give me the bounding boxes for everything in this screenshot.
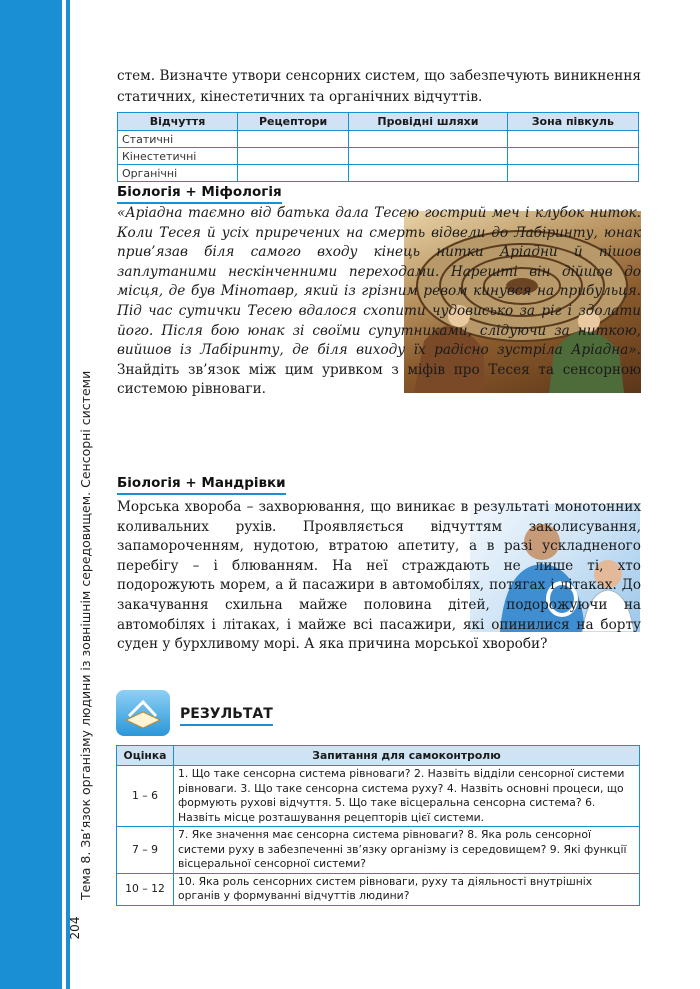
- zone-cell: [507, 131, 638, 148]
- table-row: [117, 766, 640, 827]
- zone-cell: [507, 165, 638, 182]
- page-number: 204: [68, 916, 82, 940]
- table-row: [118, 148, 639, 165]
- feelings-header-1: Відчуття: [118, 113, 238, 131]
- grade-header: Оцінка: [117, 746, 174, 766]
- travel-paragraph: Морська хвороба – захворювання, що виникає в результаті монотонних коливальних рухів. Проявляється відчуттям заколисування, запамороченням, нудотою, втратою апетиту, а в разі ускладненого перебігу – і блюванням. На неї страждають не лише ті, хто подорожують морем, а й пасажири в автомобілях, потягах і літаках. До закачування схильна майже половина дітей, подорожуючи на автомобілях і літаках, і майже всі пасажири, які опинилися на борту суден у бурхливому морі. А яка причина морської хвороби?: [117, 499, 641, 653]
- questions-cell: 1. Що таке сенсорна система рівноваги? 2. Назвіть відділи сенсорної системи рівноваги. 3. Що таке сенсорна система руху? 4. Назвіть основні процеси, що формують рухові відчуття. 5. Що таке вісцеральна сенсорна система? 6. Назвіть місце розташування рецепторів цієї системи.: [174, 766, 640, 827]
- sidebar-band: [0, 0, 62, 989]
- table-row: [117, 827, 640, 874]
- pathway-cell: [349, 148, 507, 165]
- table-row: [118, 165, 639, 182]
- myth-task: Знайдіть зв’язок між цим уривком з міфів про Тесея та сенсорною системою рівноваги.: [117, 361, 641, 398]
- myth-paragraph: [117, 204, 641, 400]
- intro: [117, 66, 641, 107]
- book-icon: [116, 690, 170, 736]
- selfcheck-table: [116, 745, 640, 906]
- questions-cell: 7. Яке значення має сенсорна система рівноваги? 8. Яка роль сенсорної системи руху в забезпеченні зв’язку організму із середовищем? 9. Які функції вісцеральної сенсорної системи?: [174, 827, 640, 874]
- table-row: [118, 131, 639, 148]
- feeling-cell: Статичні: [118, 131, 238, 148]
- receptor-cell: [238, 148, 349, 165]
- feelings-header-3: Провідні шляхи: [349, 113, 507, 131]
- travel-heading: Біологія + Мандрівки: [117, 475, 286, 495]
- feeling-cell: Органічні: [118, 165, 238, 182]
- feelings-table: [117, 112, 639, 182]
- book-glyph: [116, 690, 170, 736]
- questions-header: Запитання для самоконтролю: [174, 746, 640, 766]
- result-title: РЕЗУЛЬТАТ: [180, 706, 273, 726]
- feelings-header-4: Зона півкуль: [507, 113, 638, 131]
- sidebar-divider: [66, 0, 70, 989]
- theme-title: Тема 8. Зв’язок організму людини із зовнішнім середовищем. Сенсорні системи: [78, 370, 93, 900]
- pathway-cell: [349, 131, 507, 148]
- grade-cell: 1 – 6: [117, 766, 174, 827]
- pathway-cell: [349, 165, 507, 182]
- myth-heading: Біологія + Міфологія: [117, 184, 282, 204]
- grade-cell: 7 – 9: [117, 827, 174, 874]
- questions-cell: 10. Яка роль сенсорних систем рівноваги, руху та діяльності внутрішніх органів у формуванні відчуттів людини?: [174, 873, 640, 905]
- receptor-cell: [238, 131, 349, 148]
- intro-text: стем. Визначте утвори сенсорних систем, що забезпечують виникнення статичних, кінестетичних та органічних відчуттів.: [117, 68, 641, 105]
- feelings-header-2: Рецептори: [238, 113, 349, 131]
- feeling-cell: Кінестетичні: [118, 148, 238, 165]
- grade-cell: 10 – 12: [117, 873, 174, 905]
- zone-cell: [507, 148, 638, 165]
- myth-quote: «Аріадна таємно від батька дала Тесею гострий меч і клубок ниток. Коли Тесея й усіх приречених на смерть відвели до Лабіринту, юнак прив’язав біля самого входу кінець нитки Аріадни й пішов заплутаними нескінченними переходами. Нарешті він дійшов до місця, де був Мінотавр, який із грізним ревом кинувся на прибульця. Під час сутички Тесею вдалося схопити чудовисько за ріг і здолати його. Після бою юнак зі своїми супутниками, слідуючи за ниткою, вийшов із Лабіринту, де біля виходу їх радісно зустріла Аріадна».: [117, 205, 641, 359]
- table-row: [117, 873, 640, 905]
- receptor-cell: [238, 165, 349, 182]
